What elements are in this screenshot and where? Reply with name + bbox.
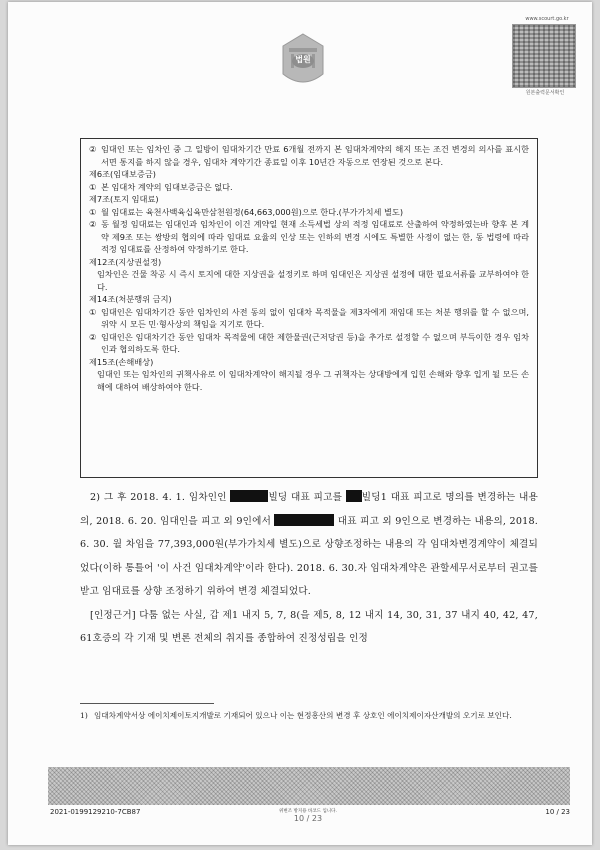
judgment-body (80, 486, 538, 651)
document-id: 2021-0199129210-7CB87 (50, 808, 141, 816)
contract-item: ① 월 임대료는 육천사백육십육만삼천원정(64,663,000원)으로 한다.(부가가치세 별도) (89, 206, 404, 217)
body-paragraph: 2) 그 후 2018. 4. 1. 임차인인 빌딩 대표 피고를 빌딩1 대표 피고로 명의를 변경하는 내용의, 2018. 6. 20. 임대인을 피고 외 9인에서 대표 피고 외 9인으로 변경하는 내용의, 2018. 6. 30. 월 차임을 77,393,000원(부가가치세 별도)으로 상향조정하는 내용의 각 임대차변경계약이 체결되었다(이하 통틀어 '이 사건 임대차계약'이라 한다). 2018. 6. 30.자 임대차계약은 관할세무서로부터 권고를 받고 임대료를 상향 조정하기 위하여 변경 체결되었다. (80, 492, 538, 597)
article-heading: 제12조(지상권설정) (89, 256, 162, 267)
article-heading: 제6조(임대보증금) (89, 169, 156, 179)
contract-item: ② 임대인 또는 임차인 중 그 일방이 임대차기간 만료 6개월 전까지 본 임대차계약의 해지 또는 조건 변경의 의사를 표시한 서면 통지를 하지 않을 경우, 임대차 계약기간 종료일 이후 10년간 자동으로 연장된 것으로 본다. (89, 144, 529, 167)
article-heading: 제14조(처분행위 금지) (89, 294, 172, 304)
qr-url: www.scourt.go.kr (525, 16, 569, 22)
redaction-block (230, 490, 268, 502)
redaction-block (346, 490, 362, 502)
anti-forgery-barcode (48, 767, 570, 805)
footnote: 1) 임대차계약서상 에이치제이토지개발로 기재되어 있으나 이는 현정흥산의 변경 후 상호인 에이치제이자산개발의 오기로 보인다. (80, 711, 512, 720)
contract-item: ① 임대인은 임대차기간 동안 임차인의 사전 동의 없이 임대차 목적물을 제3자에게 재임대 또는 처분 행위를 할 수 없으며, 위약 시 모든 민·형사상의 책임을 지기로 한다. (89, 306, 529, 329)
redaction-block (274, 514, 334, 526)
barcode-note: 위변조 방지용 바코드 입니다. (279, 809, 337, 814)
watermark-page-number: 10 / 23 (293, 814, 323, 823)
emblem-label: 법원 (295, 55, 311, 64)
contract-item: ② 동 월정 임대료는 임대인과 임차인이 이건 계약일 현재 소득세법 상의 적정 임대료로 산출하여 약정하였는바 향후 본 계약 제9조 또는 쌍방의 협의에 따라 임대료 요율의 인상 또는 인하의 변경 시에도 특별한 사정이 없는 한, 동 법령에 따라 적정 임대료를 산정하여 약정하기로 한다. (89, 219, 529, 254)
article-text: 임대인 또는 임차인의 귀책사유로 이 임대차계약이 해지될 경우 그 귀책자는 상대방에게 입힌 손해와 향후 입게 될 모든 손해에 대하여 배상하여야 한다. (97, 369, 529, 392)
document-page (8, 2, 592, 845)
footnote-divider (80, 703, 214, 704)
page-number: 10 / 23 (545, 808, 570, 816)
article-text: 임차인은 건물 착공 시 즉시 토지에 대한 지상권을 설정키로 하며 임대인은 지상권 설정에 대한 필요서류를 교부하여야 한다. (97, 269, 529, 292)
article-heading: 제7조(토지 임대료) (89, 194, 159, 204)
contract-excerpt-box (80, 138, 538, 478)
article-heading: 제15조(손해배상) (89, 356, 154, 367)
qr-code-icon (512, 24, 576, 88)
qr-caption: 원본출력문서확인 (525, 90, 565, 96)
evidence-paragraph: [인정근거] 다툼 없는 사실, 갑 제1 내지 5, 7, 8(을 제5, 8, 12 내지 14, 30, 31, 37 내지 40, 42, 47, 61호증의 각 기재 및 변론 전체의 취지를 종합하여 진정성립을 인정 (80, 609, 538, 644)
contract-item: ② 임대인은 임대차기간 동안 임대차 목적물에 대한 제한물권(근저당권 등)을 추가로 설정할 수 없으며 부득이한 경우 임차인과 협의하도록 한다. (89, 331, 529, 354)
contract-item: ① 본 임대차 계약의 임대보증금은 없다. (89, 181, 233, 192)
